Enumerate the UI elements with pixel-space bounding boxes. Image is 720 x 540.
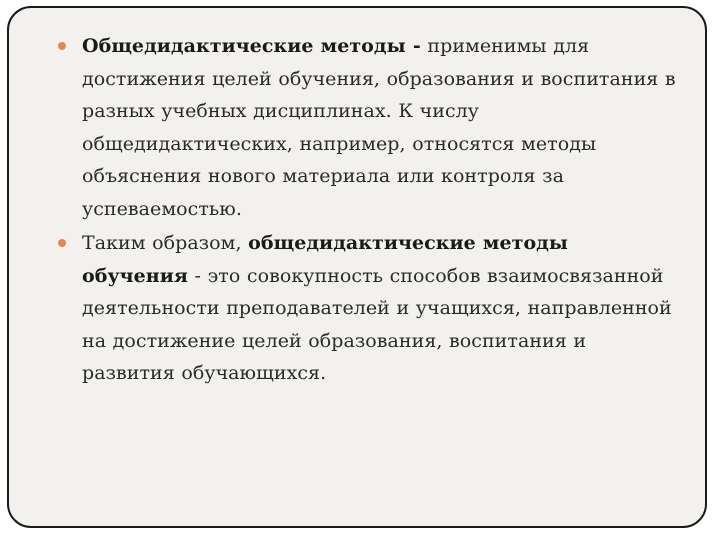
bullet-dot-icon [58,42,66,50]
term-general-didactic-teaching-methods: общедидактические методы обучения [82,232,568,287]
bullet-item-conclusion [58,227,678,390]
conclusion-prefix: Таким образом, [82,232,249,254]
slide-content [58,30,678,390]
definition-text: применимы для достижения целей обучения, образования и воспитания в разных учебных дисциплинах. К числу общедидактических, например, относятся методы объяснения нового материала или контроля за успеваемостью. [82,35,676,220]
bullet-item-general-methods [58,30,678,225]
term-general-didactic-methods: Общедидактические методы - [82,35,421,57]
bullet-dot-icon [58,239,66,247]
conclusion-text: - это совокупность способов взаимосвязанной деятельности преподавателей и учащихся, направленной на достижение целей образования, воспитания и развития обучающихся. [82,264,672,384]
